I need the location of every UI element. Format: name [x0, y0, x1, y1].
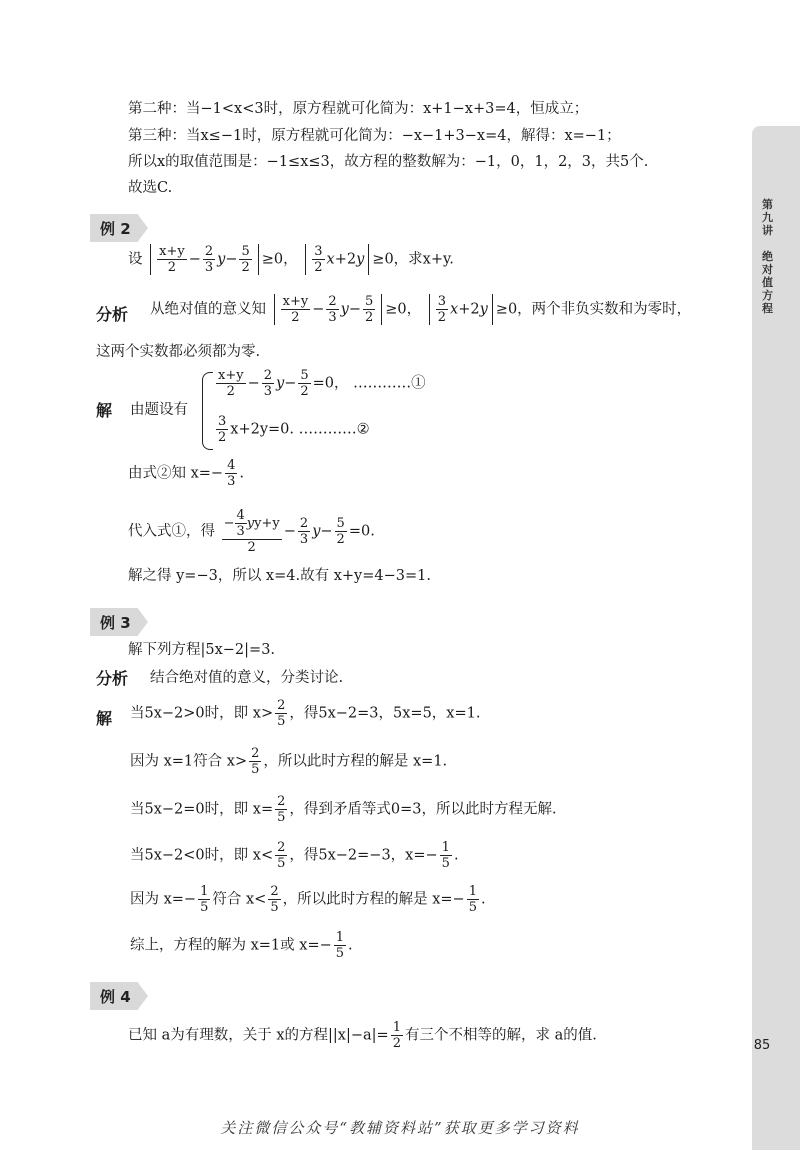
example-3-analysis-label: 分析	[96, 669, 129, 688]
example-3-tag: 例 3	[90, 608, 148, 636]
ex3-step-5: 因为 x=− $\frac{1}{5}$ 符合 x< $\frac{2}{5}$ ，所以此时方程的解是 x=− $\frac{1}{5}$ .	[130, 884, 486, 915]
footer-note: 关注微信公众号“教辅资料站”获取更多学习资料	[220, 1119, 580, 1137]
intro-line-3: 所以x的取值范围是：−1≤x≤3，故方程的整数解为：−1，0，1，2，3，共5个.	[128, 154, 649, 170]
example-2-tag: 例 2	[90, 214, 148, 242]
intro-line-4: 故选C.	[128, 180, 173, 196]
example-2-analysis-cont: 这两个实数都必须都为零.	[96, 344, 261, 360]
ex3-step-4: 当5x−2<0时，即 x< $\frac{2}{5}$ ，得5x−2=−3，x=− $\frac{1}{5}$ .	[130, 840, 459, 871]
page-number: 85	[753, 1038, 771, 1053]
ex3-step-2: 因为 x=1符合 x> $\frac{2}{5}$ ，所以此时方程的解是 x=1.	[130, 746, 448, 777]
chapter-sidebar	[752, 126, 800, 1150]
example-2-conclusion: 解之得 y=−3，所以 x=4.故有 x+y=4−3=1.	[128, 568, 431, 584]
from-equation-2: 由式②知 x=− $\frac{4}{3}$ .	[128, 458, 244, 489]
analysis-label: 分析	[96, 305, 129, 324]
example-4-tag: 例 4	[90, 982, 148, 1010]
chapter-topic: 绝对值方程	[762, 250, 773, 315]
intro-line-2: 第三种：当x≤−1时，原方程就可化简为：−x−1+3−x=4，解得：x=−1；	[128, 128, 621, 144]
example-4-problem: 已知 a为有理数，关于 x的方程||x|−a|= $\frac{1}{2}$ 有三个不相等的解，求 a的值.	[128, 1020, 597, 1051]
intro-line-1: 第二种：当−1<x<3时，原方程就可化简为：x+1−x+3=4，恒成立；	[128, 101, 589, 117]
example-3-analysis: 结合绝对值的意义，分类讨论.	[150, 670, 344, 686]
ex3-conclusion: 综上，方程的解为 x=1或 x=− $\frac{1}{5}$ .	[130, 930, 353, 961]
ex3-step-1: 当5x−2>0时，即 x> $\frac{2}{5}$ ，得5x−2=3，5x=5，x=1.	[130, 698, 481, 729]
ex3-step-3: 当5x−2=0时，即 x= $\frac{2}{5}$ ，得到矛盾等式0=3，所以此时方程无解.	[130, 794, 557, 825]
substitution-line: 代入式①，得 − $\frac{4}{3}$ yy+y 2 − $\frac{2}{3}$ y− $\frac{5}{2}$ =0.	[128, 508, 375, 555]
example-2-analysis: 从绝对值的意义知 $\frac{x+y}{2}$ − $\frac{2}{3}$ y− $\frac{5}{2}$ ≥0， $\frac{3}{2}$ x+2y ≥0，两个非负实数和为零时，	[150, 294, 692, 325]
system-equation-1: $\frac{x+y}{2}$ − $\frac{2}{3}$ y− $\frac{5}{2}$ =0， …………①	[218, 368, 426, 399]
example-3-solution-label: 解	[96, 709, 113, 728]
solution-label: 解	[96, 401, 113, 420]
solution-intro: 由题设有	[130, 402, 188, 418]
example-3-problem: 解下列方程|5x−2|=3.	[128, 642, 276, 658]
equation-system-brace	[202, 372, 213, 450]
example-2-problem: 设 $\frac{x+y}{2}$ − $\frac{2}{3}$ y− $\frac{5}{2}$ ≥0， $\frac{3}{2}$ x+2y ≥0，求x+y.	[128, 244, 454, 275]
system-equation-2: $\frac{3}{2}$ x+2y=0. …………②	[218, 414, 370, 445]
chapter-number: 第九讲	[762, 198, 773, 237]
